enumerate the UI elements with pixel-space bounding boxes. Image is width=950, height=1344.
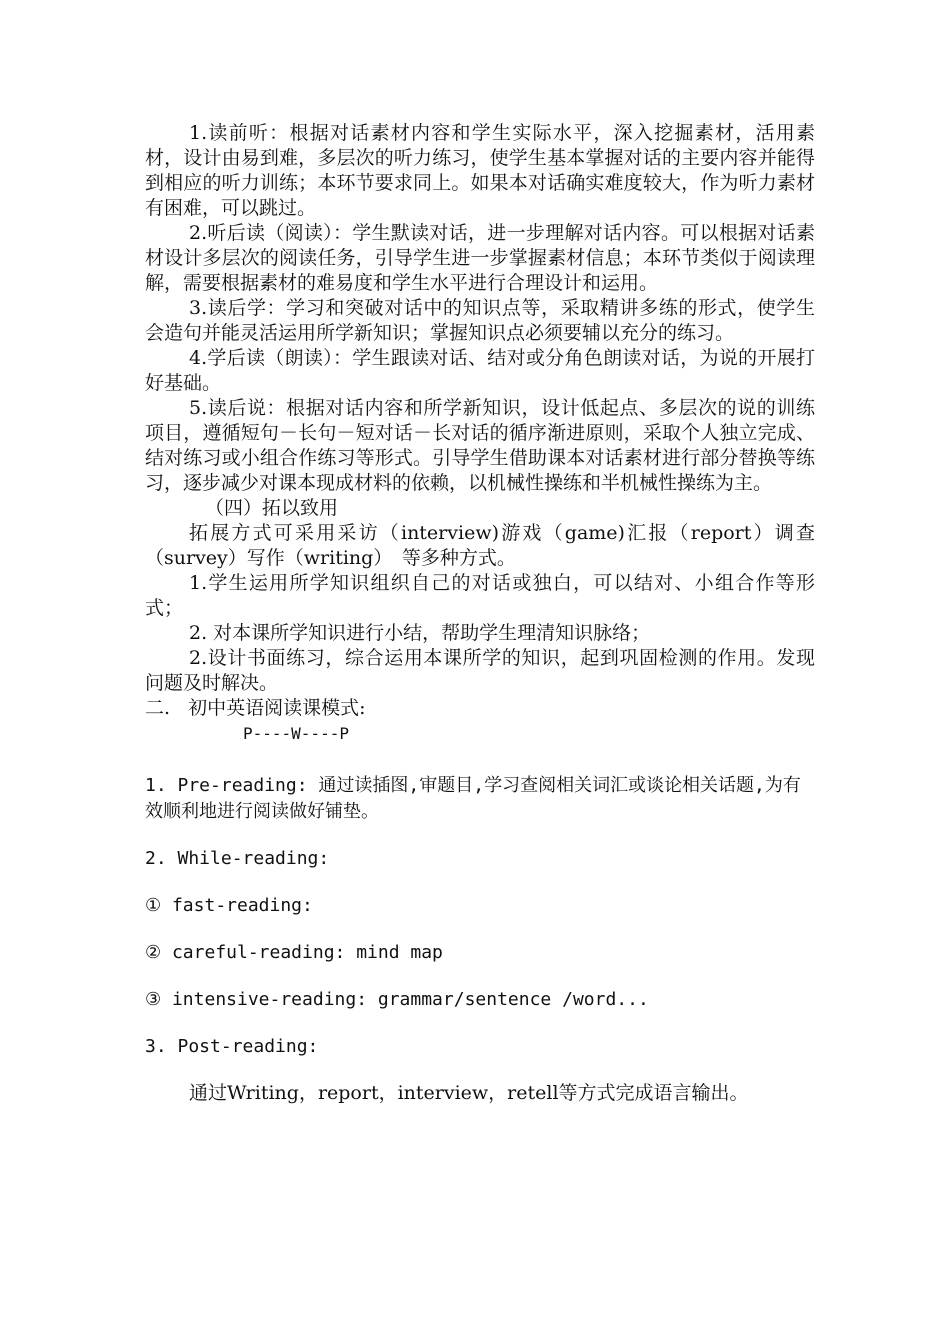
substep-careful-reading: ② careful-reading: mind map (145, 942, 443, 963)
section-two-heading: 二. 初中英语阅读课模式: (145, 697, 366, 719)
paragraph-extension-item-3: 2.设计书面练习，综合运用本课所学的知识，起到巩固检测的作用。发现问题及时解决。 (145, 647, 815, 694)
paragraph-listen-before-read: 1.读前听：根据对话素材内容和学生实际水平，深入挖掘素材，活用素材，设计由易到难，多层次的听力练习，使学生基本掌握对话的主要内容并能得到相应的听力训练；本环节要求同上。如果本对话确实难度较大，作为听力素材有困难，可以跳过。 (145, 122, 815, 219)
substep-fast-reading: ① fast-reading: (145, 895, 313, 916)
step-pre-reading: 1. Pre-reading: 通过读插图,审题目,学习查阅相关词汇或谈论相关话题,为有效顺利地进行阅读做好铺垫。 (145, 775, 801, 822)
step-post-reading: 3. Post-reading: (145, 1036, 319, 1057)
paragraph-read-aloud: 4.学后读（朗读）：学生跟读对话、结对或分角色朗读对话，为说的开展打好基础。 (145, 347, 815, 394)
paragraph-extension-item-2: 2. 对本课所学知识进行小结，帮助学生理清知识脉络； (189, 622, 651, 644)
section-four-heading: （四）拓以致用 (205, 497, 339, 519)
paragraph-extension-item-1: 1.学生运用所学知识组织自己的对话或独白，可以结对、小组合作等形式； (145, 572, 815, 619)
substep-intensive-reading: ③ intensive-reading: grammar/sentence /word... (145, 989, 649, 1010)
paragraph-learn-after-read: 3.读后学：学习和突破对话中的知识点等，采取精讲多练的形式，使学生会造句并能灵活运用所学新知识；掌握知识点必须要辅以充分的练习。 (145, 297, 815, 344)
paragraph-extension-methods: 拓展方式可采用采访（interview)游戏（game)汇报（report）调查（survey）写作（writing） 等多种方式。 (145, 522, 815, 569)
document-page (145, 121, 815, 1106)
paragraph-read-after-listen: 2.听后读（阅读）：学生默读对话，进一步理解对话内容。可以根据对话素材设计多层次的阅读任务，引导学生进一步掌握素材信息；本环节类似于阅读理解，需要根据素材的难易度和学生水平进行合理设计和运用。 (145, 222, 815, 294)
step-while-reading: 2. While-reading: (145, 848, 330, 869)
paragraph-speak-after-read: 5.读后说：根据对话内容和所学新知识，设计低起点、多层次的说的训练项目，遵循短句－长句－短对话－长对话的循序渐进原则，采取个人独立完成、结对练习或小组合作练习等形式。引导学生借助课本对话素材进行部分替换等练习，逐步减少对课本现成材料的依赖，以机械性操练和半机械性操练为主。 (145, 397, 815, 494)
pwp-model-label: P----W----P (243, 724, 349, 743)
post-reading-description: 通过Writing，report，interview，retell等方式完成语言输出。 (189, 1082, 749, 1104)
